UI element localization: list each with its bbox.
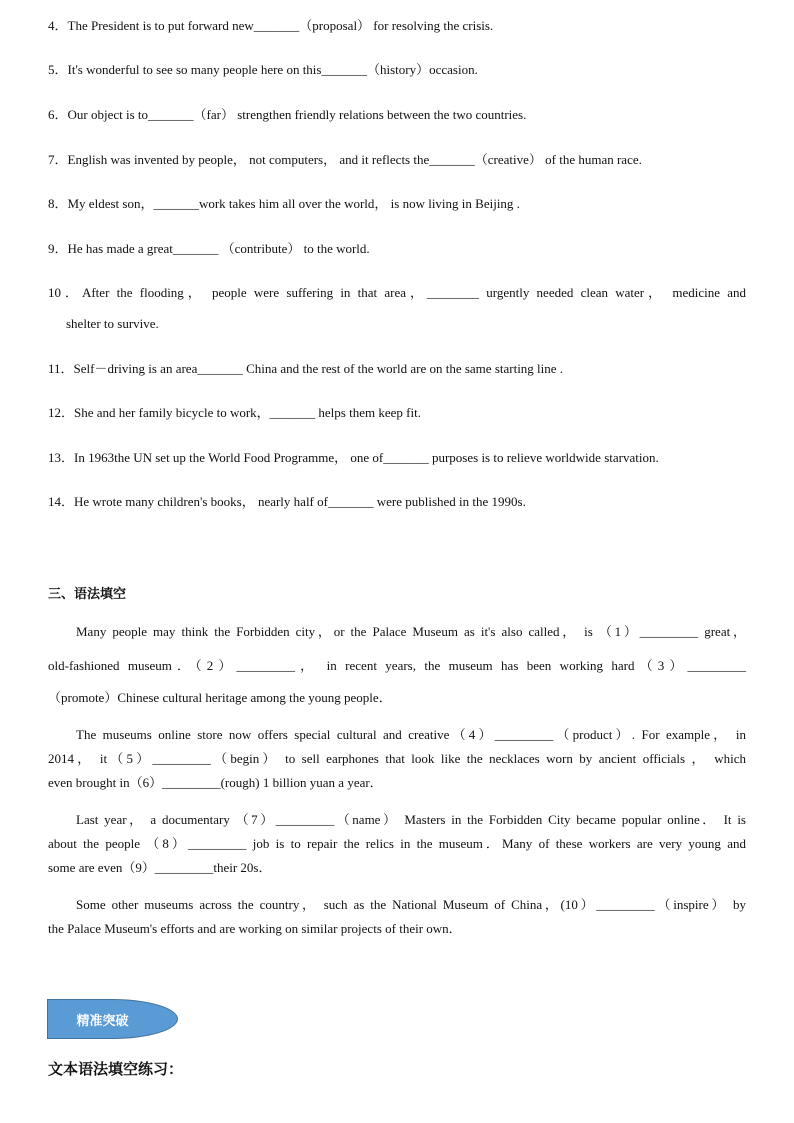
passage-p4-line1: Some other museums across the country， such as the National Museum of China，(10）_________（inspire） by — [76, 897, 746, 912]
passage-p1-line2: old-fashioned museum．（2）_________， in recent years, the museum has been working hard（3）_________ — [48, 658, 746, 673]
badge-label: 精准突破 — [76, 1013, 129, 1029]
passage-p4-line2: the Palace Museum's efforts and are working on similar projects of their own． — [48, 921, 462, 936]
passage-p3-line1: Last year， a documentary （7）_________（name） Masters in the Forbidden City became popular online． It is — [76, 812, 746, 827]
exercise-9: 9．He has made a great_______ （contribute） to the world. — [48, 241, 370, 256]
passage-p2-line2: 2014， it（5）_________（begin） to sell earphones that look like the necklaces worn by ancient officials ， which — [48, 751, 746, 766]
exercise-13: 13．In 1963the UN set up the World Food Programme， one of_______ purposes is to relieve worldwide starvation. — [48, 450, 659, 465]
passage-p3-line2: about the people （8）_________ job is to repair the relics in the museum．Many of these workers are very young and — [48, 836, 746, 851]
passage-p1-line1: Many people may think the Forbidden city，or the Palace Museum as it's also called， is （1）_________ great， — [76, 624, 746, 639]
exercise-14: 14．He wrote many children's books， nearly half of_______ were published in the 1990s. — [48, 494, 526, 509]
section-title: 三、语法填空 — [48, 587, 127, 602]
passage-p2-line3: even brought in（6）_________(rough) 1 billion yuan a year． — [48, 775, 383, 790]
exercise-5: 5．It's wonderful to see so many people here on this_______（history）occasion. — [48, 62, 478, 77]
text-grammar-practice-title: 文本语法填空练习： — [48, 1060, 184, 1078]
exercise-10-continued: shelter to survive. — [66, 316, 159, 331]
passage-p2-line1: The museums online store now offers special cultural and creative（4）_________（product）. For example， in — [76, 727, 747, 742]
exercise-6: 6．Our object is to_______（far） strengthen friendly relations between the two countries. — [48, 107, 527, 122]
passage-p1-line3: （promote）Chinese cultural heritage among the young people． — [48, 690, 392, 705]
precision-breakthrough-badge — [47, 999, 178, 1039]
exercise-10: 10．After the flooding， people were suffering in that area，________ urgently needed clean water， medicine and — [48, 285, 746, 300]
exercise-8: 8．My eldest son，_______work takes him all over the world， is now living in Beijing . — [48, 196, 520, 211]
exercise-12: 12．She and her family bicycle to work，_______ helps them keep fit. — [48, 405, 421, 420]
exercise-4: 4．The President is to put forward new_______（proposal） for resolving the crisis. — [48, 18, 494, 33]
passage-p3-line3: some are even（9）_________their 20s． — [48, 860, 272, 875]
exercise-7: 7．English was invented by people， not computers， and it reflects the_______（creative） of the human race. — [48, 152, 642, 167]
exercise-11: 11．Self－driving is an area_______ China and the rest of the world are on the same starting line . — [48, 361, 564, 376]
